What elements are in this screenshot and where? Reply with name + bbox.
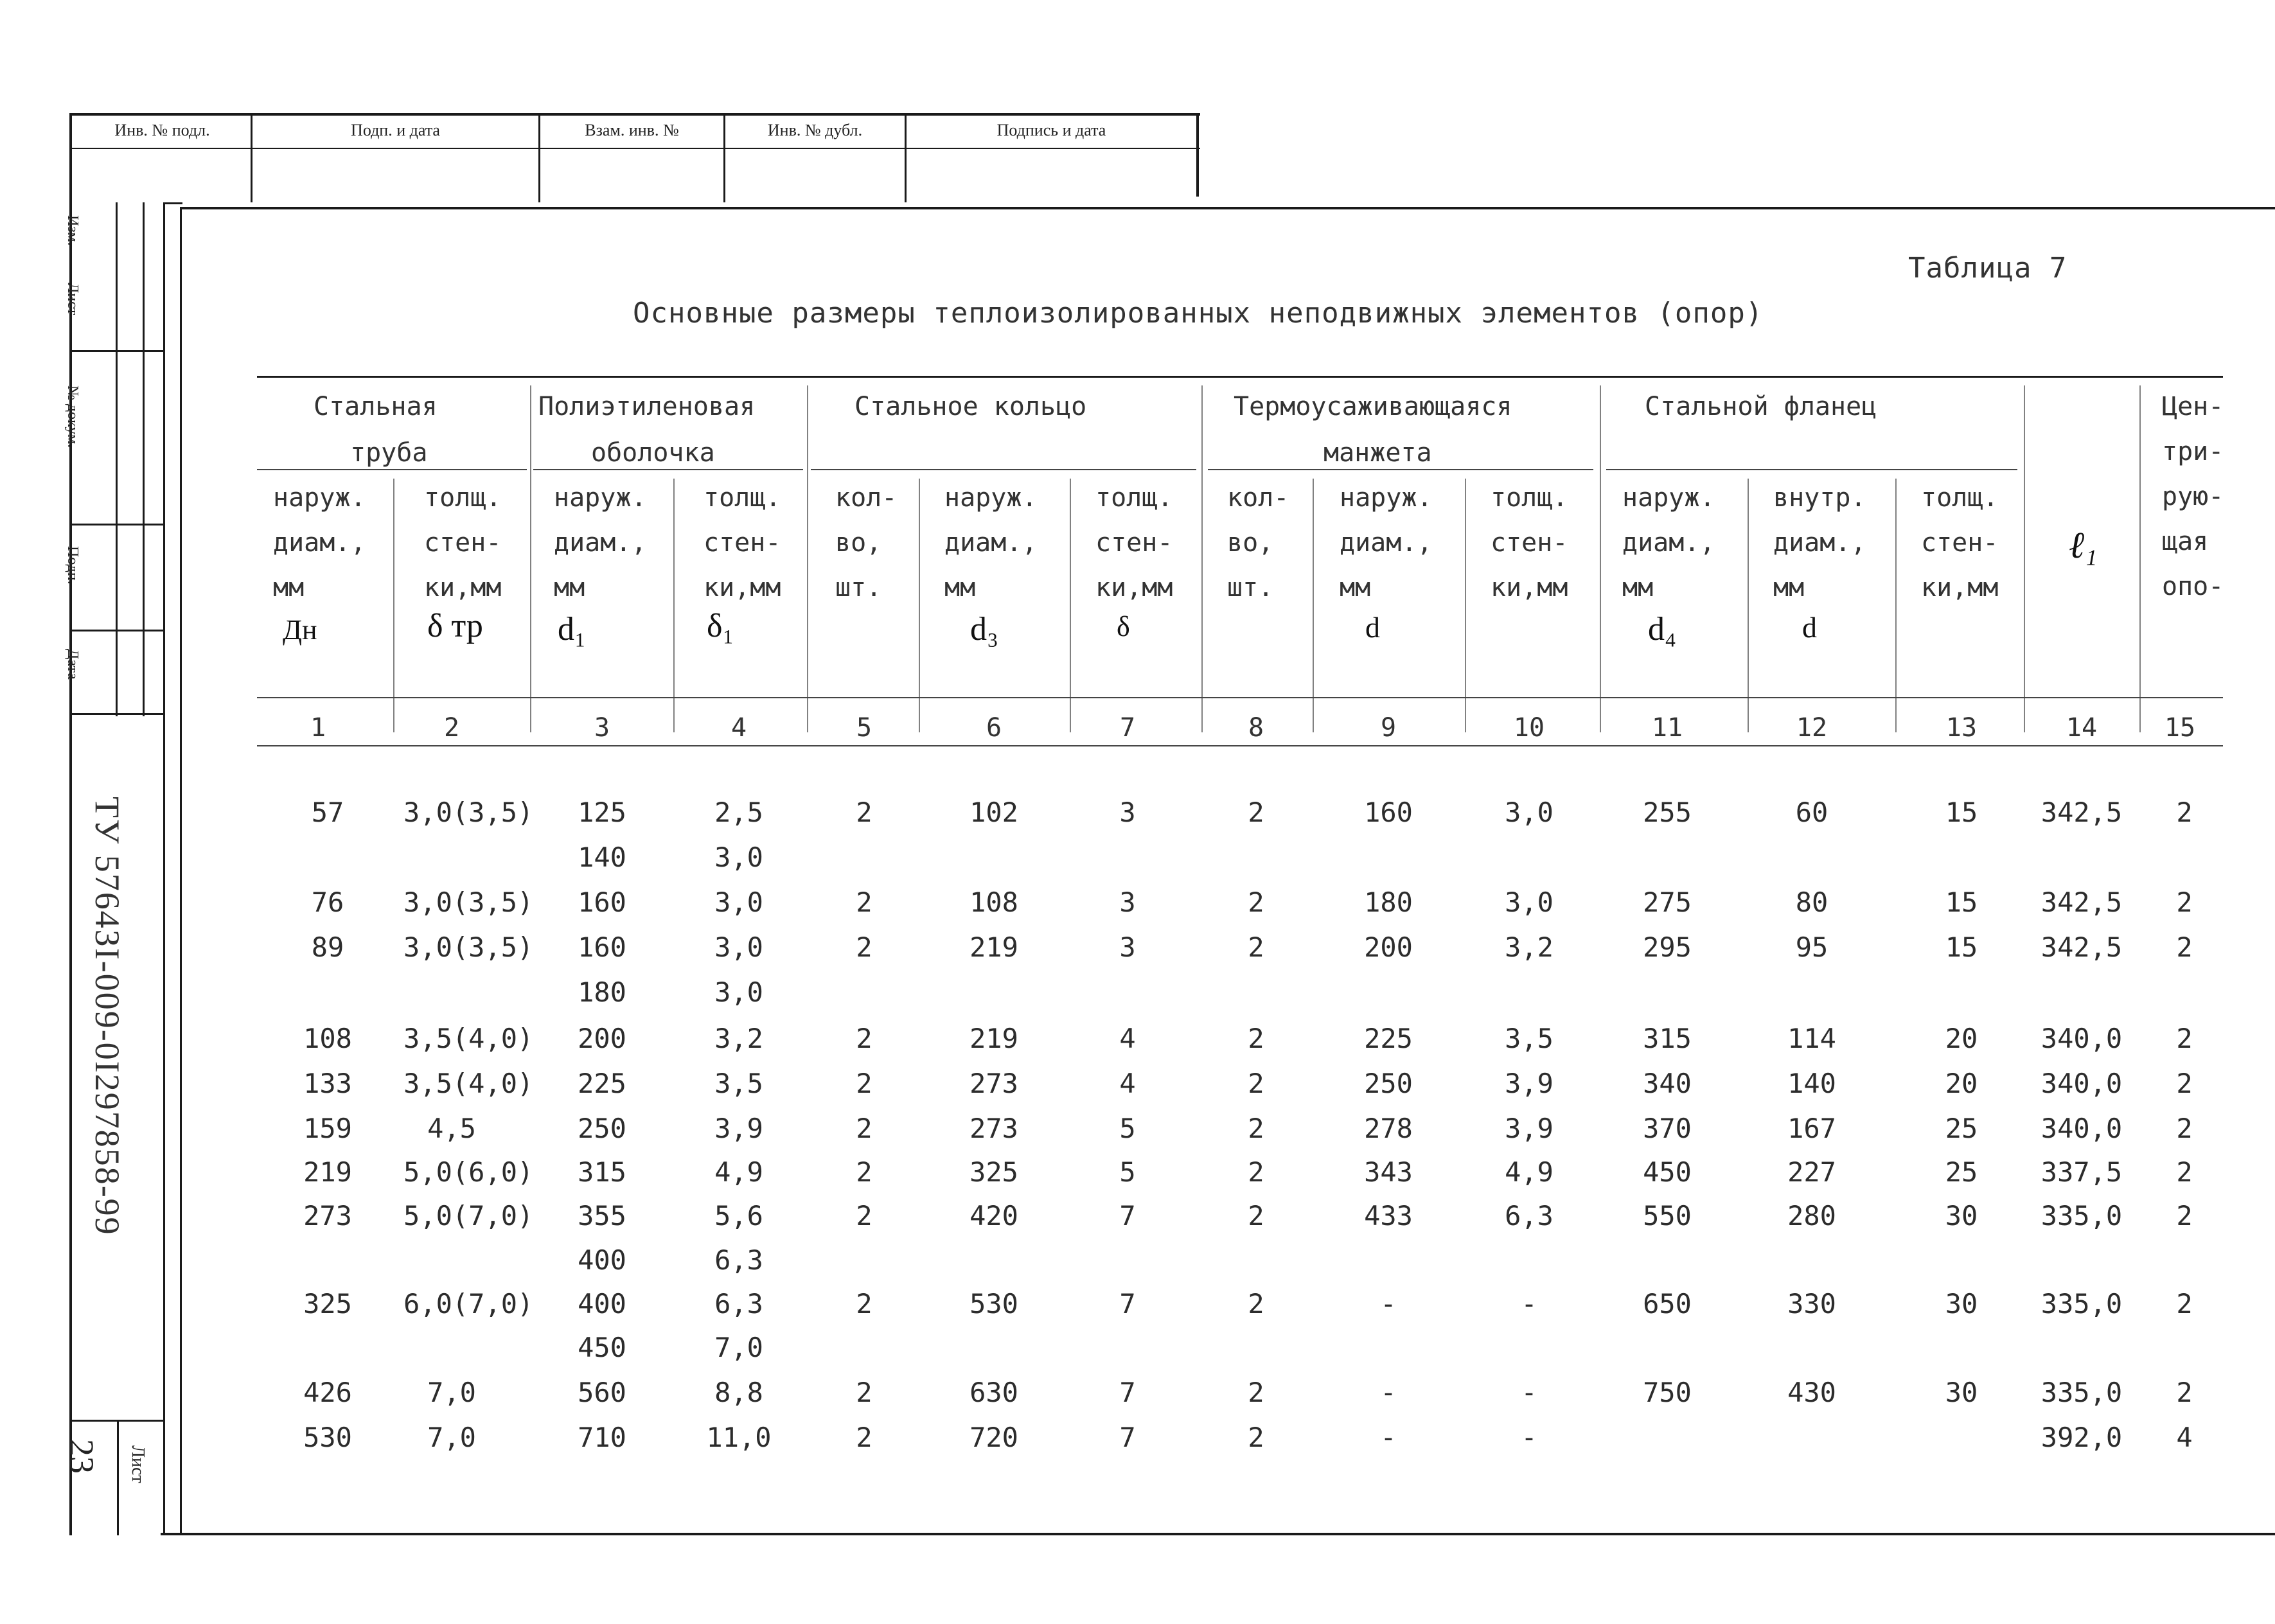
- table-cell: 108: [969, 887, 1018, 918]
- table-cell: 3,5: [1505, 1023, 1554, 1054]
- table-cell: 80: [1795, 887, 1828, 918]
- table-cell: 3,5(4,0): [403, 1068, 534, 1099]
- table-cell: 250: [1364, 1068, 1413, 1099]
- table-cell: 325: [303, 1288, 352, 1320]
- table-cell: 7: [1119, 1200, 1136, 1231]
- table-cell: 2: [2176, 1288, 2193, 1320]
- table-cell: 15: [1945, 797, 1978, 828]
- table-title: Основные размеры теплоизолированных неподвижных элементов (опор): [633, 297, 1764, 330]
- table-cell: 4: [1119, 1068, 1136, 1099]
- table-cell: 7,0: [427, 1422, 476, 1453]
- sub-header-2-a: толщ.: [424, 483, 502, 513]
- group-pe-shell: Полиэтиленовая: [538, 392, 756, 421]
- side-label-podp: Подп.: [64, 546, 81, 585]
- table-cell: 342,5: [2040, 887, 2123, 918]
- sub-header-8-a: кол-: [1227, 483, 1289, 513]
- table-cell: 2: [856, 1156, 872, 1188]
- table-cell: 6,3: [1505, 1200, 1554, 1231]
- table-cell: 25: [1945, 1156, 1978, 1188]
- table-cell: 426: [303, 1377, 352, 1408]
- table-cell: -: [1380, 1377, 1397, 1408]
- table-cell: 2: [856, 931, 872, 963]
- symbol-d: d: [1365, 611, 1380, 644]
- sub-header-6-b: диам.,: [944, 528, 1038, 558]
- table-cell: 7,0: [427, 1377, 476, 1408]
- sub-header-7-a: толщ.: [1095, 483, 1173, 513]
- table-cell: 273: [303, 1200, 352, 1231]
- sub-header-13-a: толщ.: [1921, 483, 1999, 513]
- table-cell: 219: [303, 1156, 352, 1188]
- table-cell: 102: [969, 797, 1018, 828]
- table-cell: 167: [1787, 1113, 1836, 1144]
- table-cell: 89: [311, 931, 344, 963]
- sub-header-10-a: толщ.: [1491, 483, 1568, 513]
- table-cell: 433: [1364, 1200, 1413, 1231]
- table-cell: 5,0(6,0): [403, 1156, 534, 1188]
- group-flange: Стальной фланец: [1645, 392, 1877, 421]
- table-cell: 2: [2176, 797, 2193, 828]
- symbol-l1: ℓ₁: [2069, 524, 2098, 566]
- col-num-9: 9: [1380, 713, 1397, 743]
- group-centering-2: три-: [2162, 437, 2224, 466]
- table-cell: 5,0(7,0): [403, 1200, 534, 1231]
- table-cell: 159: [303, 1113, 352, 1144]
- table-cell: 2: [1248, 1068, 1264, 1099]
- table-cell: 219: [969, 1023, 1018, 1054]
- table-cell: 2: [2176, 1200, 2193, 1231]
- table-cell: 2,5: [714, 797, 763, 828]
- col-num-14: 14: [2066, 713, 2098, 743]
- table-cell: 450: [1643, 1156, 1692, 1188]
- side-label-data: Дата: [64, 649, 81, 680]
- group-sleeve: Термоусаживающаяся: [1234, 392, 1512, 421]
- table-cell: 76: [311, 887, 344, 918]
- table-cell: 2: [1248, 797, 1264, 828]
- table-number: Таблица 7: [1908, 252, 2067, 285]
- table-cell: 530: [303, 1422, 352, 1453]
- table-cell: 2: [856, 1288, 872, 1320]
- table-cell: 8,8: [714, 1377, 763, 1408]
- sub-header-13-c: ки,мм: [1921, 573, 1999, 603]
- sub-header-4-a: толщ.: [704, 483, 781, 513]
- symbol-delta: δ: [1117, 611, 1130, 642]
- table-cell: 325: [969, 1156, 1018, 1188]
- table-cell: 295: [1643, 931, 1692, 963]
- col-num-6: 6: [986, 713, 1002, 743]
- table-cell: 2: [856, 1422, 872, 1453]
- table-cell: 3: [1119, 887, 1136, 918]
- table-cell: 315: [578, 1156, 626, 1188]
- table-cell: 337,5: [2040, 1156, 2123, 1188]
- symbol-delta-tr: δ тр: [427, 608, 483, 644]
- table-cell: 560: [578, 1377, 626, 1408]
- table-cell: 2: [856, 1113, 872, 1144]
- table-cell: 2: [2176, 1023, 2193, 1054]
- table-cell: 3,0: [1505, 797, 1554, 828]
- table-cell: 4: [2176, 1422, 2193, 1453]
- table-cell: 255: [1643, 797, 1692, 828]
- table-cell: 335,0: [2040, 1377, 2123, 1408]
- group-pe-shell-2: оболочка: [591, 438, 715, 468]
- table-cell: 3,5: [714, 1068, 763, 1099]
- symbol-d3: d₃: [970, 611, 999, 648]
- table-cell: 2: [1248, 1422, 1264, 1453]
- table-cell: 125: [578, 797, 626, 828]
- table-cell: 2: [856, 1068, 872, 1099]
- table-cell: 530: [969, 1288, 1018, 1320]
- table-cell: 630: [969, 1377, 1018, 1408]
- col-num-12: 12: [1796, 713, 1828, 743]
- document-code: ТУ 5764ЗI-009-0I297858-99: [88, 797, 127, 1236]
- table-cell: -: [1521, 1377, 1537, 1408]
- table-cell: 3,2: [714, 1023, 763, 1054]
- sub-header-11-b: диам.,: [1622, 528, 1715, 558]
- table-cell: 200: [1364, 931, 1413, 963]
- group-steel-pipe: Стальная: [314, 392, 438, 421]
- table-cell: -: [1380, 1422, 1397, 1453]
- table-cell: 7: [1119, 1377, 1136, 1408]
- table-cell: 3,0: [714, 931, 763, 963]
- table-cell: 273: [969, 1113, 1018, 1144]
- sub-header-3-a: наруж.: [554, 483, 647, 513]
- table-cell: 315: [1643, 1023, 1692, 1054]
- table-cell: 57: [311, 797, 344, 828]
- side-label-izm: Изм.: [64, 215, 81, 246]
- table-cell: 3,5(4,0): [403, 1023, 534, 1054]
- frame-top-line: [182, 207, 2275, 209]
- sub-header-5-a: кол-: [835, 483, 898, 513]
- symbol-dn: Дн: [283, 614, 317, 646]
- table-cell: 342,5: [2040, 797, 2123, 828]
- table-cell: 160: [1364, 797, 1413, 828]
- table-cell: 355: [578, 1200, 626, 1231]
- stamp-podp-data: Подп. и дата: [351, 121, 440, 139]
- sheet-number: 23: [62, 1439, 101, 1474]
- table-cell: 5: [1119, 1113, 1136, 1144]
- table-cell: 550: [1643, 1200, 1692, 1231]
- sub-header-13-b: стен-: [1921, 528, 1999, 558]
- table-cell: 2: [856, 1023, 872, 1054]
- symbol-d4: d₄: [1648, 611, 1677, 648]
- table-cell: 392,0: [2040, 1422, 2123, 1453]
- table-cell: 3,0: [714, 887, 763, 918]
- table-cell: 3,0(3,5): [403, 797, 534, 828]
- table-cell: 650: [1643, 1288, 1692, 1320]
- table-cell: 2: [2176, 1068, 2193, 1099]
- table-cell: 30: [1945, 1377, 1978, 1408]
- table-cell: 6,0(7,0): [403, 1288, 534, 1320]
- table-cell: 330: [1787, 1288, 1836, 1320]
- sheet-label: Лист: [128, 1445, 148, 1483]
- table-cell: 180: [1364, 887, 1413, 918]
- table-cell: 225: [1364, 1023, 1413, 1054]
- table-cell: 2: [2176, 887, 2193, 918]
- table-cell: 219: [969, 931, 1018, 963]
- table-cell: 4,9: [714, 1156, 763, 1188]
- table-cell: 133: [303, 1068, 352, 1099]
- stamp-podpis-data: Подпись и дата: [996, 121, 1106, 139]
- sub-header-6-c: мм: [944, 573, 976, 603]
- table-cell: 227: [1787, 1156, 1836, 1188]
- table-cell: 250: [578, 1113, 626, 1144]
- sub-header-6-a: наруж.: [944, 483, 1038, 513]
- sub-header-5-b: во,: [835, 528, 882, 558]
- table-cell: 2: [1248, 887, 1264, 918]
- group-centering-3: рую-: [2162, 482, 2224, 511]
- sub-header-12-c: мм: [1773, 573, 1805, 603]
- table-cell: 7: [1119, 1288, 1136, 1320]
- table-cell: 15: [1945, 887, 1978, 918]
- table-cell: 3,0: [1505, 887, 1554, 918]
- table-cell: 140: [578, 842, 626, 873]
- table-cell: 15: [1945, 931, 1978, 963]
- table-cell: 370: [1643, 1113, 1692, 1144]
- sub-header-11-a: наруж.: [1622, 483, 1715, 513]
- side-label-list: Лист: [64, 283, 81, 315]
- sub-header-5-c: шт.: [835, 573, 882, 603]
- table-cell: 20: [1945, 1023, 1978, 1054]
- table-cell: 5,6: [714, 1200, 763, 1231]
- col-num-11: 11: [1651, 713, 1683, 743]
- sub-header-2-b: стен-: [424, 528, 502, 558]
- group-centering-4: щая: [2162, 527, 2209, 556]
- frame-bottom-line: [161, 1533, 2275, 1535]
- table-cell: 710: [578, 1422, 626, 1453]
- table-cell: 180: [578, 976, 626, 1008]
- table-cell: 430: [1787, 1377, 1836, 1408]
- table-cell: 2: [856, 887, 872, 918]
- table-cell: 720: [969, 1422, 1018, 1453]
- sub-header-1-a: наруж.: [273, 483, 366, 513]
- group-centering-1: Цен-: [2162, 392, 2224, 421]
- table-cell: 2: [1248, 1200, 1264, 1231]
- col-num-8: 8: [1248, 713, 1264, 743]
- table-cell: 335,0: [2040, 1200, 2123, 1231]
- table-cell: 2: [856, 1377, 872, 1408]
- group-steel-pipe-2: труба: [350, 438, 428, 468]
- table-cell: 2: [856, 797, 872, 828]
- table-cell: 114: [1787, 1023, 1836, 1054]
- table-cell: -: [1521, 1422, 1537, 1453]
- table-cell: 275: [1643, 887, 1692, 918]
- sub-header-12-a: внутр.: [1773, 483, 1866, 513]
- sub-header-12-b: диам.,: [1773, 528, 1866, 558]
- sub-header-10-b: стен-: [1491, 528, 1568, 558]
- col-num-10: 10: [1513, 713, 1545, 743]
- table-cell: 2: [1248, 931, 1264, 963]
- table-cell: 273: [969, 1068, 1018, 1099]
- col-num-5: 5: [856, 713, 872, 743]
- table-cell: 11,0: [706, 1422, 772, 1453]
- side-label-dokum: № докум.: [64, 385, 81, 448]
- table-cell: 3,9: [1505, 1113, 1554, 1144]
- col-num-3: 3: [594, 713, 610, 743]
- col-num-13: 13: [1945, 713, 1978, 743]
- table-cell: 450: [578, 1332, 626, 1363]
- sub-header-11-c: мм: [1622, 573, 1654, 603]
- table-cell: 278: [1364, 1113, 1413, 1144]
- table-cell: 2: [2176, 931, 2193, 963]
- table-cell: 2: [2176, 1113, 2193, 1144]
- table-cell: 342,5: [2040, 931, 2123, 963]
- table-cell: 30: [1945, 1288, 1978, 1320]
- sub-header-4-b: стен-: [704, 528, 781, 558]
- sub-header-9-a: наруж.: [1340, 483, 1433, 513]
- symbol-delta1: δ₁: [707, 608, 734, 644]
- table-cell: 2: [1248, 1377, 1264, 1408]
- table-cell: 3,0(3,5): [403, 931, 534, 963]
- table-cell: 3,0: [714, 842, 763, 873]
- sub-header-10-c: ки,мм: [1491, 573, 1568, 603]
- stamp-vzam-inv: Взам. инв. №: [585, 121, 679, 139]
- table-cell: 4,5: [427, 1113, 476, 1144]
- table-cell: 25: [1945, 1113, 1978, 1144]
- table-cell: 340,0: [2040, 1023, 2123, 1054]
- table-cell: 6,3: [714, 1244, 763, 1276]
- table-cell: 3,2: [1505, 931, 1554, 963]
- table-cell: 7: [1119, 1422, 1136, 1453]
- table-cell: 200: [578, 1023, 626, 1054]
- table-cell: 3,0(3,5): [403, 887, 534, 918]
- table-cell: 140: [1787, 1068, 1836, 1099]
- table-cell: -: [1380, 1288, 1397, 1320]
- sub-header-2-c: ки,мм: [424, 573, 502, 603]
- sub-header-8-c: шт.: [1227, 573, 1274, 603]
- table-cell: 420: [969, 1200, 1018, 1231]
- sub-header-1-b: диам.,: [273, 528, 366, 558]
- group-centering-5: опо-: [2162, 572, 2224, 601]
- table-cell: 2: [856, 1200, 872, 1231]
- stamp-inv-podl: Инв. № подл.: [114, 121, 210, 139]
- table-cell: 2: [2176, 1156, 2193, 1188]
- table-cell: 60: [1795, 797, 1828, 828]
- symbol-d1: d₁: [558, 611, 587, 648]
- table-cell: 30: [1945, 1200, 1978, 1231]
- table-cell: 340,0: [2040, 1068, 2123, 1099]
- stamp-inv-dubl: Инв. № дубл.: [767, 121, 863, 139]
- table-cell: 108: [303, 1023, 352, 1054]
- col-num-4: 4: [730, 713, 747, 743]
- col-num-15: 15: [2164, 713, 2196, 743]
- table-cell: 5: [1119, 1156, 1136, 1188]
- table-cell: 400: [578, 1288, 626, 1320]
- table-cell: 400: [578, 1244, 626, 1276]
- sub-header-9-c: мм: [1340, 573, 1371, 603]
- table-cell: 3,9: [714, 1113, 763, 1144]
- table-cell: 750: [1643, 1377, 1692, 1408]
- table-cell: 3: [1119, 931, 1136, 963]
- table-cell: 160: [578, 931, 626, 963]
- sub-header-9-b: диам.,: [1340, 528, 1433, 558]
- table-cell: 20: [1945, 1068, 1978, 1099]
- sub-header-3-b: диам.,: [554, 528, 647, 558]
- table-cell: 3: [1119, 797, 1136, 828]
- col-num-7: 7: [1119, 713, 1136, 743]
- sub-header-1-c: мм: [273, 573, 305, 603]
- table-cell: 340: [1643, 1068, 1692, 1099]
- sub-header-8-b: во,: [1227, 528, 1274, 558]
- table-cell: 3,0: [714, 976, 763, 1008]
- group-sleeve-2: манжета: [1323, 438, 1432, 468]
- table-cell: 160: [578, 887, 626, 918]
- col-num-2: 2: [443, 713, 460, 743]
- symbol-d-inner: d: [1802, 611, 1817, 644]
- table-cell: 2: [1248, 1113, 1264, 1144]
- table-cell: 335,0: [2040, 1288, 2123, 1320]
- table-cell: 280: [1787, 1200, 1836, 1231]
- col-num-1: 1: [310, 713, 326, 743]
- table-cell: 4: [1119, 1023, 1136, 1054]
- table-cell: 225: [578, 1068, 626, 1099]
- sub-header-3-c: мм: [554, 573, 585, 603]
- table-cell: 4,9: [1505, 1156, 1554, 1188]
- table-cell: 343: [1364, 1156, 1413, 1188]
- table-cell: 2: [1248, 1023, 1264, 1054]
- table-cell: 340,0: [2040, 1113, 2123, 1144]
- table-cell: 2: [1248, 1288, 1264, 1320]
- table-cell: 3,9: [1505, 1068, 1554, 1099]
- table-cell: 6,3: [714, 1288, 763, 1320]
- group-steel-ring: Стальное кольцо: [854, 392, 1087, 421]
- sub-header-7-b: стен-: [1095, 528, 1173, 558]
- table-cell: 2: [2176, 1377, 2193, 1408]
- table-cell: 95: [1795, 931, 1828, 963]
- sub-header-7-c: ки,мм: [1095, 573, 1173, 603]
- table-cell: -: [1521, 1288, 1537, 1320]
- table-cell: 7,0: [714, 1332, 763, 1363]
- table-cell: 2: [1248, 1156, 1264, 1188]
- sub-header-4-c: ки,мм: [704, 573, 781, 603]
